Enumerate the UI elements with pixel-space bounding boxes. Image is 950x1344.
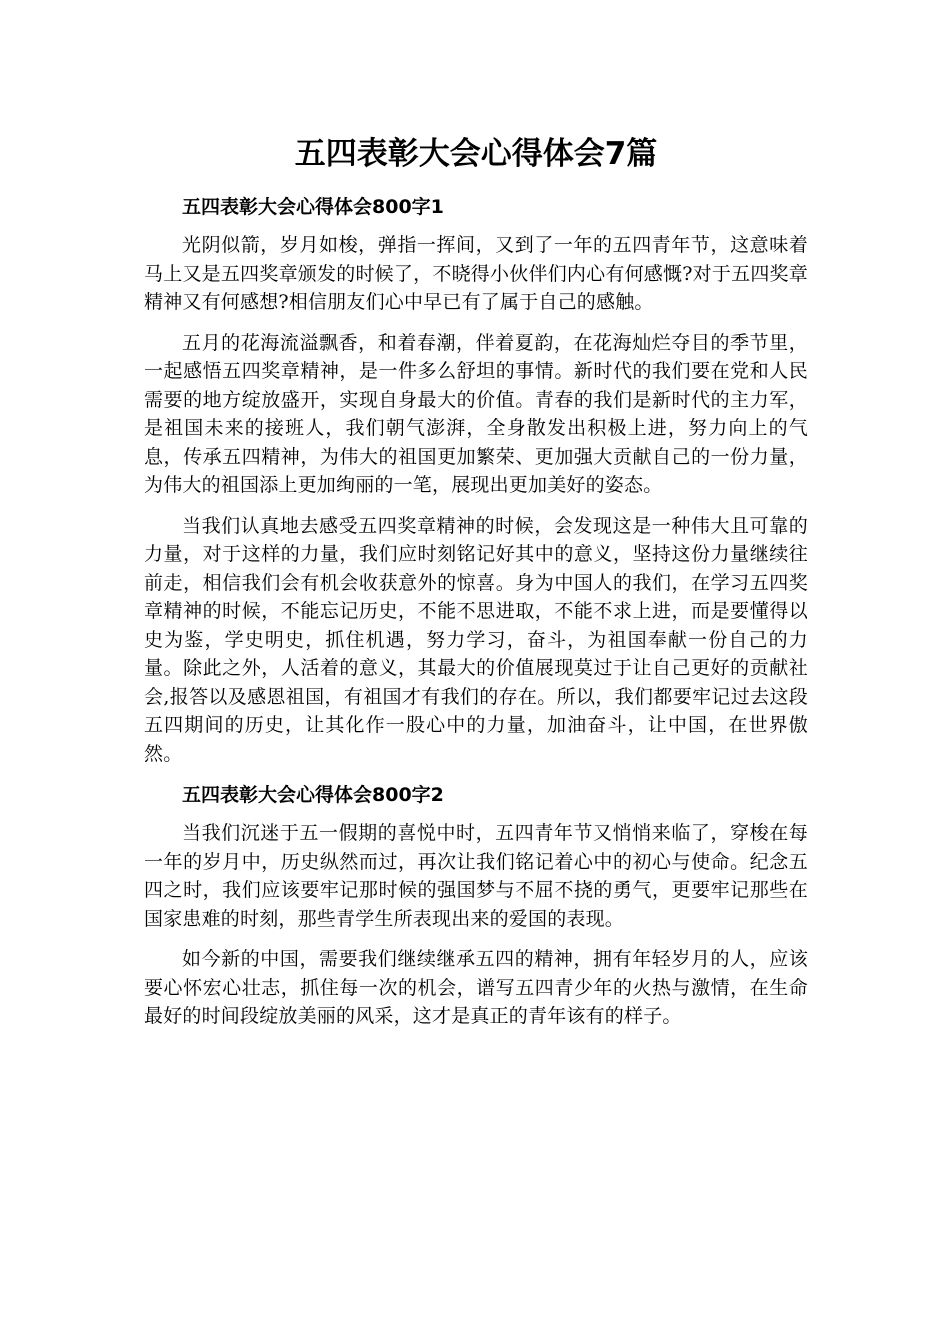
- paragraph: 光阴似箭，岁月如梭，弹指一挥间，又到了一年的五四青年节，这意味着马上又是五四奖章颁发的时候了，不晓得小伙伴们内心有何感慨?对于五四奖章精神又有何感想?相信朋友们心中早已有了属于自己的感触。: [144, 234, 808, 313]
- section-2: [144, 780, 808, 1031]
- paragraph: 当我们沉迷于五一假期的喜悦中时，五四青年节又悄悄来临了，穿梭在每一年的岁月中，历史纵然而过，再次让我们铭记着心中的初心与使命。纪念五四之时，我们应该要牢记那时候的强国梦与不屈不挠的勇气，更要牢记那些在国家患难的时刻，那些青学生所表现出来的爱国的表现。: [144, 822, 808, 930]
- paragraph: 当我们认真地去感受五四奖章精神的时候，会发现这是一种伟大且可靠的力量，对于这样的力量，我们应时刻铭记好其中的意义，坚持这份力量继续往前走，相信我们会有机会收获意外的惊喜。身为中国人的我们，在学习五四奖章精神的时候，不能忘记历史，不能不思进取，不能不求上进，而是要懂得以史为鉴，学史明史，抓住机遇，努力学习，奋斗，为祖国奉献一份自己的力量。除此之外，人活着的意义，其最大的价值展现莫过于让自己更好的贡献社会,报答以及感恩祖国，有祖国才有我们的存在。所以，我们都要牢记过去这段五四期间的历史，让其化作一股心中的力量，加油奋斗，让中国，在世界傲然。: [144, 514, 808, 765]
- document-title: 五四表彰大会心得体会7篇: [294, 136, 658, 172]
- paragraph: 五月的花海流溢飘香，和着春潮，伴着夏韵，在花海灿烂夺目的季节里，一起感悟五四奖章精神，是一件多么舒坦的事情。新时代的我们要在党和人民需要的地方绽放盛开，实现自身最大的价值。青春的我们是新时代的主力军，是祖国未来的接班人，我们朝气澎湃，全身散发出积极上进，努力向上的气息，传承五四精神，为伟大的祖国更加繁荣、更加强大贡献自己的一份力量，为伟大的祖国添上更加绚丽的一笔，展现出更加美好的姿态。: [144, 331, 808, 496]
- document-page: [144, 130, 808, 1043]
- section-heading: 五四表彰大会心得体会800字1: [182, 196, 444, 218]
- section-1: [144, 192, 808, 768]
- section-heading: 五四表彰大会心得体会800字2: [182, 784, 444, 806]
- paragraph: 如今新的中国，需要我们继续继承五四的精神，拥有年轻岁月的人，应该要心怀宏心壮志，抓住每一次的机会，谱写五四青少年的火热与激情，在生命最好的时间段绽放美丽的风采，这才是真正的青年该有的样子。: [144, 948, 808, 1027]
